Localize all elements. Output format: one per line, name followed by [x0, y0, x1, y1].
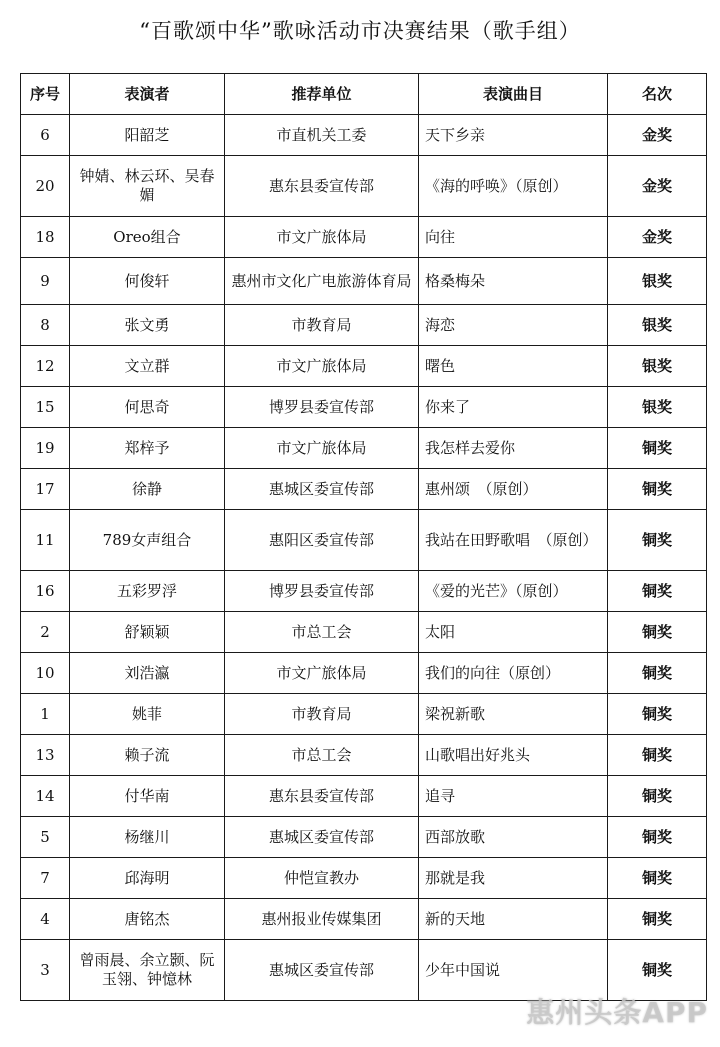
- cell-song: 向往: [419, 217, 608, 258]
- table-row: [21, 612, 707, 653]
- cell-performer: 邱海明: [70, 858, 225, 899]
- cell-song: 追寻: [419, 776, 608, 817]
- cell-number: 4: [21, 899, 70, 940]
- cell-performer: 郑梓予: [70, 428, 225, 469]
- cell-award: 铜奖: [608, 571, 707, 612]
- header-song: 表演曲目: [419, 74, 608, 115]
- table-row: [21, 940, 707, 1001]
- cell-song: 山歌唱出好兆头: [419, 735, 608, 776]
- cell-unit: 市总工会: [225, 735, 419, 776]
- cell-performer: 徐静: [70, 469, 225, 510]
- cell-award: 铜奖: [608, 653, 707, 694]
- watermark-logo: 惠州头条APP: [526, 996, 708, 1029]
- table-row: [21, 387, 707, 428]
- cell-award: 铜奖: [608, 940, 707, 1001]
- cell-unit: 市文广旅体局: [225, 428, 419, 469]
- cell-number: 1: [21, 694, 70, 735]
- cell-song: 格桑梅朵: [419, 258, 608, 305]
- cell-song: 曙色: [419, 346, 608, 387]
- cell-award: 银奖: [608, 258, 707, 305]
- table-row: [21, 258, 707, 305]
- table-row: [21, 156, 707, 217]
- cell-unit: 惠城区委宣传部: [225, 940, 419, 1001]
- cell-number: 12: [21, 346, 70, 387]
- cell-performer: 文立群: [70, 346, 225, 387]
- cell-song: 你来了: [419, 387, 608, 428]
- cell-unit: 博罗县委宣传部: [225, 571, 419, 612]
- cell-unit: 市总工会: [225, 612, 419, 653]
- cell-number: 15: [21, 387, 70, 428]
- cell-song: 海恋: [419, 305, 608, 346]
- cell-performer: 钟婧、林云环、吴春媚: [70, 156, 225, 217]
- cell-unit: 市教育局: [225, 694, 419, 735]
- cell-performer: 何俊轩: [70, 258, 225, 305]
- results-table: [20, 73, 707, 1001]
- header-unit: 推荐单位: [225, 74, 419, 115]
- table-row: [21, 735, 707, 776]
- cell-award: 金奖: [608, 217, 707, 258]
- cell-number: 11: [21, 510, 70, 571]
- cell-performer: 杨继川: [70, 817, 225, 858]
- cell-number: 17: [21, 469, 70, 510]
- cell-award: 金奖: [608, 115, 707, 156]
- cell-number: 13: [21, 735, 70, 776]
- cell-number: 3: [21, 940, 70, 1001]
- cell-performer: 舒颖颖: [70, 612, 225, 653]
- cell-song: 《海的呼唤》（原创）: [419, 156, 608, 217]
- cell-performer: 付华南: [70, 776, 225, 817]
- cell-performer: 张文勇: [70, 305, 225, 346]
- cell-performer: 曾雨晨、余立颢、阮玉翎、钟憶林: [70, 940, 225, 1001]
- cell-award: 铜奖: [608, 858, 707, 899]
- cell-song: 天下乡亲: [419, 115, 608, 156]
- table-row: [21, 115, 707, 156]
- cell-unit: 市文广旅体局: [225, 346, 419, 387]
- cell-award: 银奖: [608, 387, 707, 428]
- cell-award: 铜奖: [608, 469, 707, 510]
- cell-number: 5: [21, 817, 70, 858]
- cell-performer: 何思奇: [70, 387, 225, 428]
- cell-number: 19: [21, 428, 70, 469]
- cell-unit: 市教育局: [225, 305, 419, 346]
- table-row: [21, 428, 707, 469]
- cell-unit: 惠东县委宣传部: [225, 156, 419, 217]
- table-row: [21, 899, 707, 940]
- cell-award: 金奖: [608, 156, 707, 217]
- header-performer: 表演者: [70, 74, 225, 115]
- cell-unit: 博罗县委宣传部: [225, 387, 419, 428]
- cell-number: 10: [21, 653, 70, 694]
- cell-number: 6: [21, 115, 70, 156]
- cell-unit: 惠东县委宣传部: [225, 776, 419, 817]
- table-row: [21, 217, 707, 258]
- cell-song: 我们的向往（原创）: [419, 653, 608, 694]
- cell-award: 铜奖: [608, 735, 707, 776]
- cell-award: 铜奖: [608, 612, 707, 653]
- table-row: [21, 305, 707, 346]
- cell-song: 那就是我: [419, 858, 608, 899]
- cell-unit: 仲恺宣教办: [225, 858, 419, 899]
- document-title: “百歌颂中华”歌咏活动市决赛结果（歌手组）: [139, 19, 581, 43]
- cell-award: 银奖: [608, 346, 707, 387]
- cell-song: 《爱的光芒》（原创）: [419, 571, 608, 612]
- cell-performer: Oreo组合: [70, 217, 225, 258]
- cell-unit: 惠城区委宣传部: [225, 817, 419, 858]
- cell-unit: 市文广旅体局: [225, 653, 419, 694]
- cell-award: 铜奖: [608, 899, 707, 940]
- cell-song: 梁祝新歌: [419, 694, 608, 735]
- cell-performer: 刘浩瀛: [70, 653, 225, 694]
- cell-award: 铜奖: [608, 428, 707, 469]
- cell-performer: 姚菲: [70, 694, 225, 735]
- table-row: [21, 346, 707, 387]
- header-number: 序号: [21, 74, 70, 115]
- cell-number: 2: [21, 612, 70, 653]
- cell-unit: 市直机关工委: [225, 115, 419, 156]
- cell-unit: 惠阳区委宣传部: [225, 510, 419, 571]
- cell-award: 铜奖: [608, 510, 707, 571]
- cell-unit: 惠州报业传媒集团: [225, 899, 419, 940]
- cell-unit: 市文广旅体局: [225, 217, 419, 258]
- cell-number: 18: [21, 217, 70, 258]
- cell-song: 惠州颂 （原创）: [419, 469, 608, 510]
- cell-song: 我站在田野歌唱 （原创）: [419, 510, 608, 571]
- cell-performer: 五彩罗浮: [70, 571, 225, 612]
- table-row: [21, 510, 707, 571]
- cell-performer: 阳韶芝: [70, 115, 225, 156]
- cell-award: 铜奖: [608, 776, 707, 817]
- cell-performer: 唐铭杰: [70, 899, 225, 940]
- cell-song: 西部放歌: [419, 817, 608, 858]
- cell-number: 16: [21, 571, 70, 612]
- cell-number: 20: [21, 156, 70, 217]
- cell-song: 太阳: [419, 612, 608, 653]
- cell-award: 银奖: [608, 305, 707, 346]
- cell-song: 我怎样去爱你: [419, 428, 608, 469]
- table-row: [21, 817, 707, 858]
- table-row: [21, 776, 707, 817]
- cell-performer: 赖子流: [70, 735, 225, 776]
- cell-performer: 789女声组合: [70, 510, 225, 571]
- table-row: [21, 858, 707, 899]
- cell-song: 少年中国说: [419, 940, 608, 1001]
- header-award: 名次: [608, 74, 707, 115]
- cell-award: 铜奖: [608, 694, 707, 735]
- table-row: [21, 653, 707, 694]
- cell-number: 8: [21, 305, 70, 346]
- cell-award: 铜奖: [608, 817, 707, 858]
- cell-song: 新的天地: [419, 899, 608, 940]
- table-row: [21, 469, 707, 510]
- cell-number: 14: [21, 776, 70, 817]
- cell-number: 7: [21, 858, 70, 899]
- table-row: [21, 571, 707, 612]
- table-header-row: [21, 74, 707, 115]
- cell-number: 9: [21, 258, 70, 305]
- cell-unit: 惠城区委宣传部: [225, 469, 419, 510]
- cell-unit: 惠州市文化广电旅游体育局: [225, 258, 419, 305]
- table-row: [21, 694, 707, 735]
